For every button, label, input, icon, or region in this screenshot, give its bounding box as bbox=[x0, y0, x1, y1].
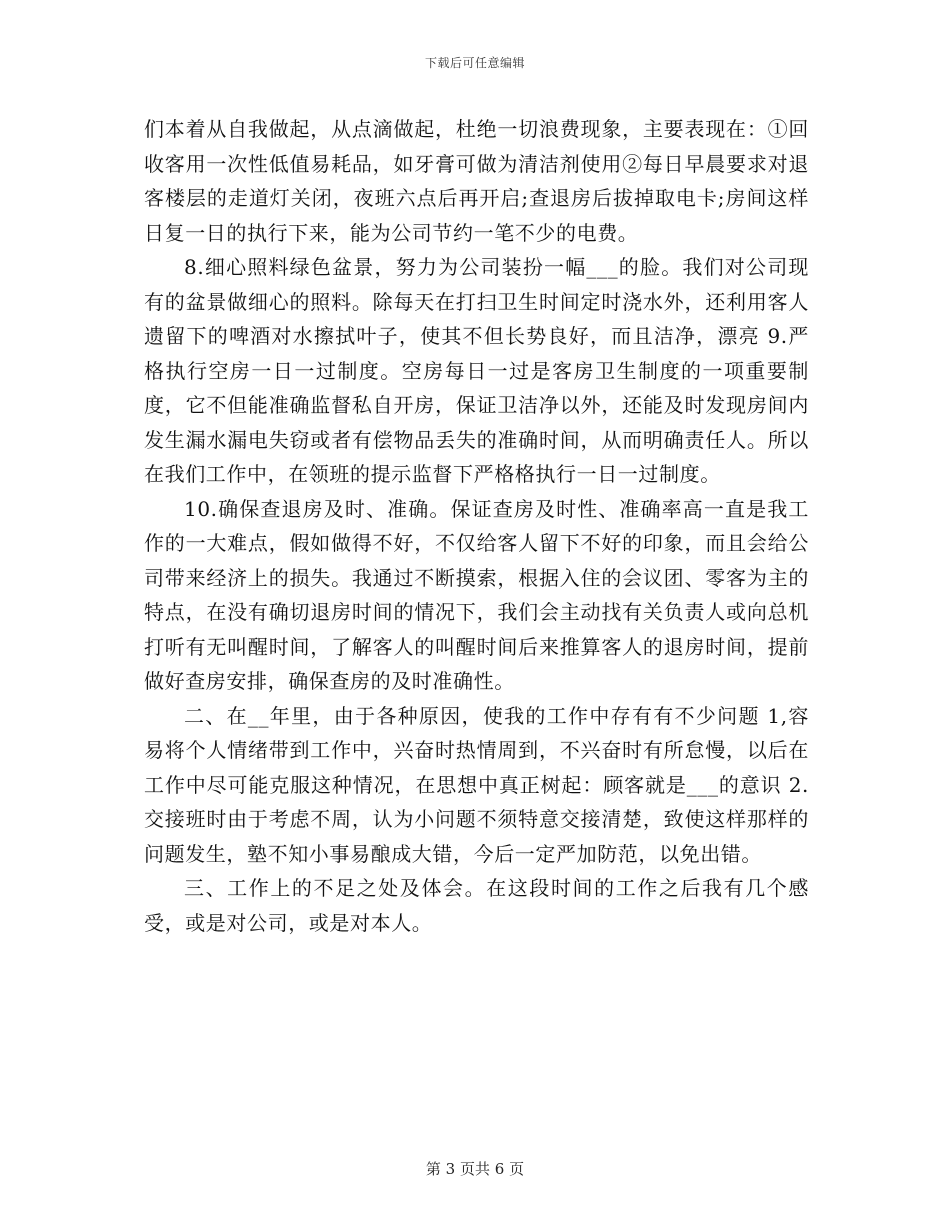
paragraph-continuation: 们本着从自我做起，从点滴做起，杜绝一切浪费现象，主要表现在：①回收客用一次性低值易耗品，如牙膏可做为清洁剂使用②每日早晨要求对退客楼层的走道灯关闭，夜班六点后再开启;查退房后拔掉取电卡;房间这样日复一日的执行下来，能为公司节约一笔不少的电费。 bbox=[144, 117, 809, 245]
paragraph-item-10: 10.确保查退房及时、准确。保证查房及时性、准确率高一直是我工作的一大难点，假如做得不好，不仅给客人留下不好的印象，而且会给公司带来经济上的损失。我通过不断摸索，根据入住的会议团、零客为主的特点，在没有确切退房时间的情况下，我们会主动找有关负责人或向总机打听有无叫醒时间，了解客人的叫醒时间后来推算客人的退房时间，提前做好查房安排，确保查房的及时准确性。 bbox=[144, 496, 809, 693]
paragraph-section-2: 二、在__年里，由于各种原因，使我的工作中存有有不少问题 1,容易将个人情绪带到工作中，兴奋时热情周到，不兴奋时有所怠慢，以后在工作中尽可能克服这种情况，在思想中真正树起：顾客就是___的意识 2.交接班时由于考虑不周，认为小问题不须特意交接清楚，致使这样那样的问题发生，塾不知小事易酿成大错，今后一定严加防范，以免出错。 bbox=[144, 703, 809, 866]
paragraph-item-8-9: 8.细心照料绿色盆景，努力为公司装扮一幅___的脸。我们对公司现有的盆景做细心的照料。除每天在打扫卫生时间定时浇水外，还利用客人遗留下的啤酒对水擦拭叶子，使其不但长势良好，而且洁净，漂亮 9.严格执行空房一日一过制度。空房每日一过是客房卫生制度的一项重要制度，它不但能准确监督私自开房，保证卫洁净以外，还能及时发现房间内发生漏水漏电失窃或者有偿物品丢失的准确时间，从而明确责任人。所以在我们工作中，在领班的提示监督下严格格执行一日一过制度。 bbox=[144, 255, 809, 486]
paragraph-section-3: 三、工作上的不足之处及体会。在这段时间的工作之后我有几个感受，或是对公司，或是对本人。 bbox=[144, 876, 809, 935]
document-body bbox=[144, 112, 809, 940]
page-footer: 第 3 页共 6 页 bbox=[425, 1160, 525, 1178]
page-header: 下载后可任意编辑 bbox=[424, 56, 525, 70]
